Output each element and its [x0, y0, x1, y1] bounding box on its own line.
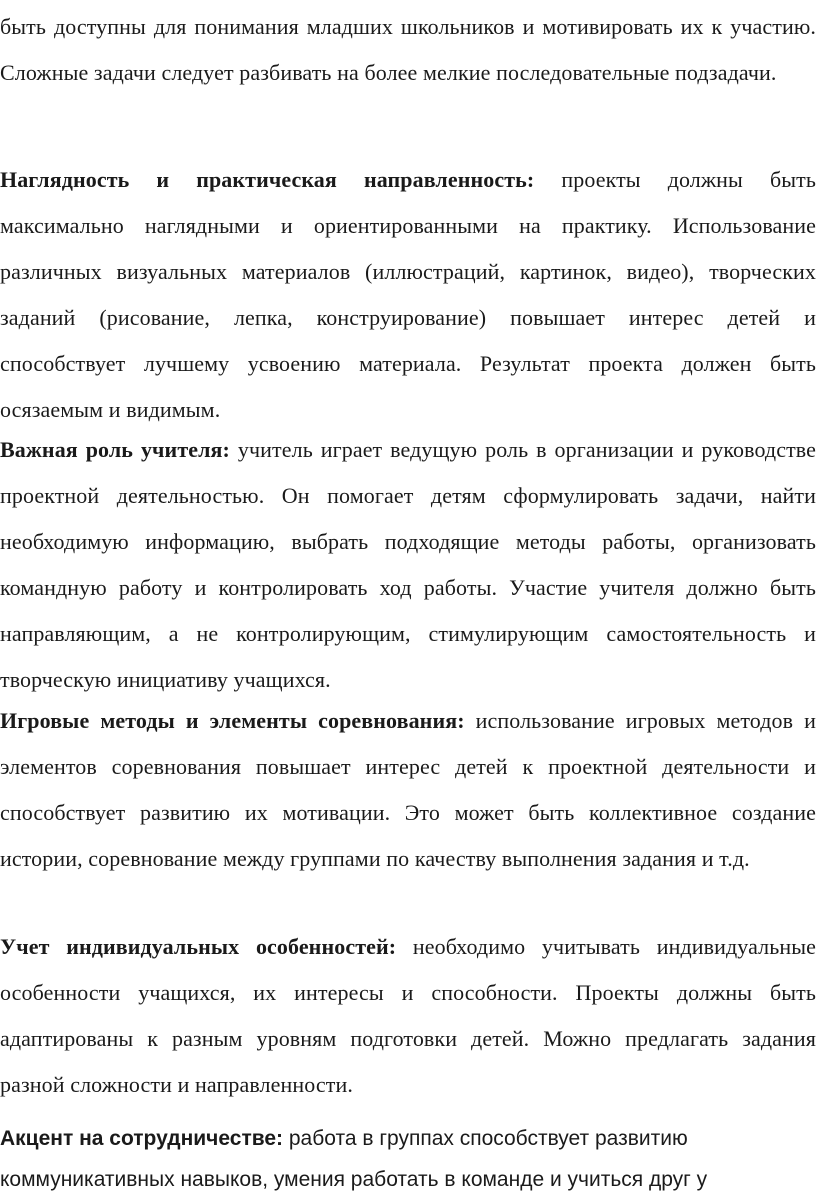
paragraph-visual-heading: Наглядность и практическая направленность:	[0, 167, 535, 192]
paragraph-individual-heading: Учет индивидуальных особенностей:	[0, 934, 397, 959]
paragraph-visual	[0, 157, 816, 434]
paragraph-teacher-body: учитель играет ведущую роль в организации и руководстве проектной деятельностью. Он помогает детям сформулировать задачи, найти необходимую информацию, выбрать подходящие методы работы, организовать командную работу и контролировать ход работы. Участие учителя должно быть направляющим, а не контролирующим, стимулирующим самостоятельность и творческую инициативу учащихся.	[0, 437, 816, 693]
paragraph-cooperation	[0, 1118, 816, 1200]
paragraph-cooperation-body: работа в группах способствует развитию коммуникативных навыков, умения работать в команде и учиться друг у	[0, 1127, 708, 1191]
paragraph-games	[0, 698, 816, 882]
paragraph-teacher	[0, 427, 816, 704]
paragraph-intro	[0, 4, 816, 96]
paragraph-intro-body: быть доступны для понимания младших школьников и мотивировать их к участию. Сложные задачи следует разбивать на более мелкие последовательные подзадачи.	[0, 14, 816, 86]
paragraph-individual-body: необходимо учитывать индивидуальные особенности учащихся, их интересы и способности. Проекты должны быть адаптированы к разным уровням подготовки детей. Можно предлагать задания разной сложности и направленности.	[0, 934, 816, 1098]
paragraph-individual	[0, 924, 816, 1108]
paragraph-games-heading: Игровые методы и элементы соревнования:	[0, 708, 465, 733]
paragraph-visual-body: проекты должны быть максимально наглядными и ориентированными на практику. Использование различных визуальных материалов (иллюстраций, картинок, видео), творческих заданий (рисование, лепка, конструирование) повышает интерес детей и способствует лучшему усвоению материала. Результат проекта должен быть осязаемым и видимым.	[0, 167, 816, 423]
paragraph-teacher-heading: Важная роль учителя:	[0, 437, 230, 462]
paragraph-games-body: использование игровых методов и элементов соревнования повышает интерес детей к проектной деятельности и способствует развитию их мотивации. Это может быть коллективное создание истории, соревнование между группами по качеству выполнения задания и т.д.	[0, 708, 816, 872]
paragraph-cooperation-heading: Акцент на сотрудничестве:	[0, 1127, 284, 1150]
